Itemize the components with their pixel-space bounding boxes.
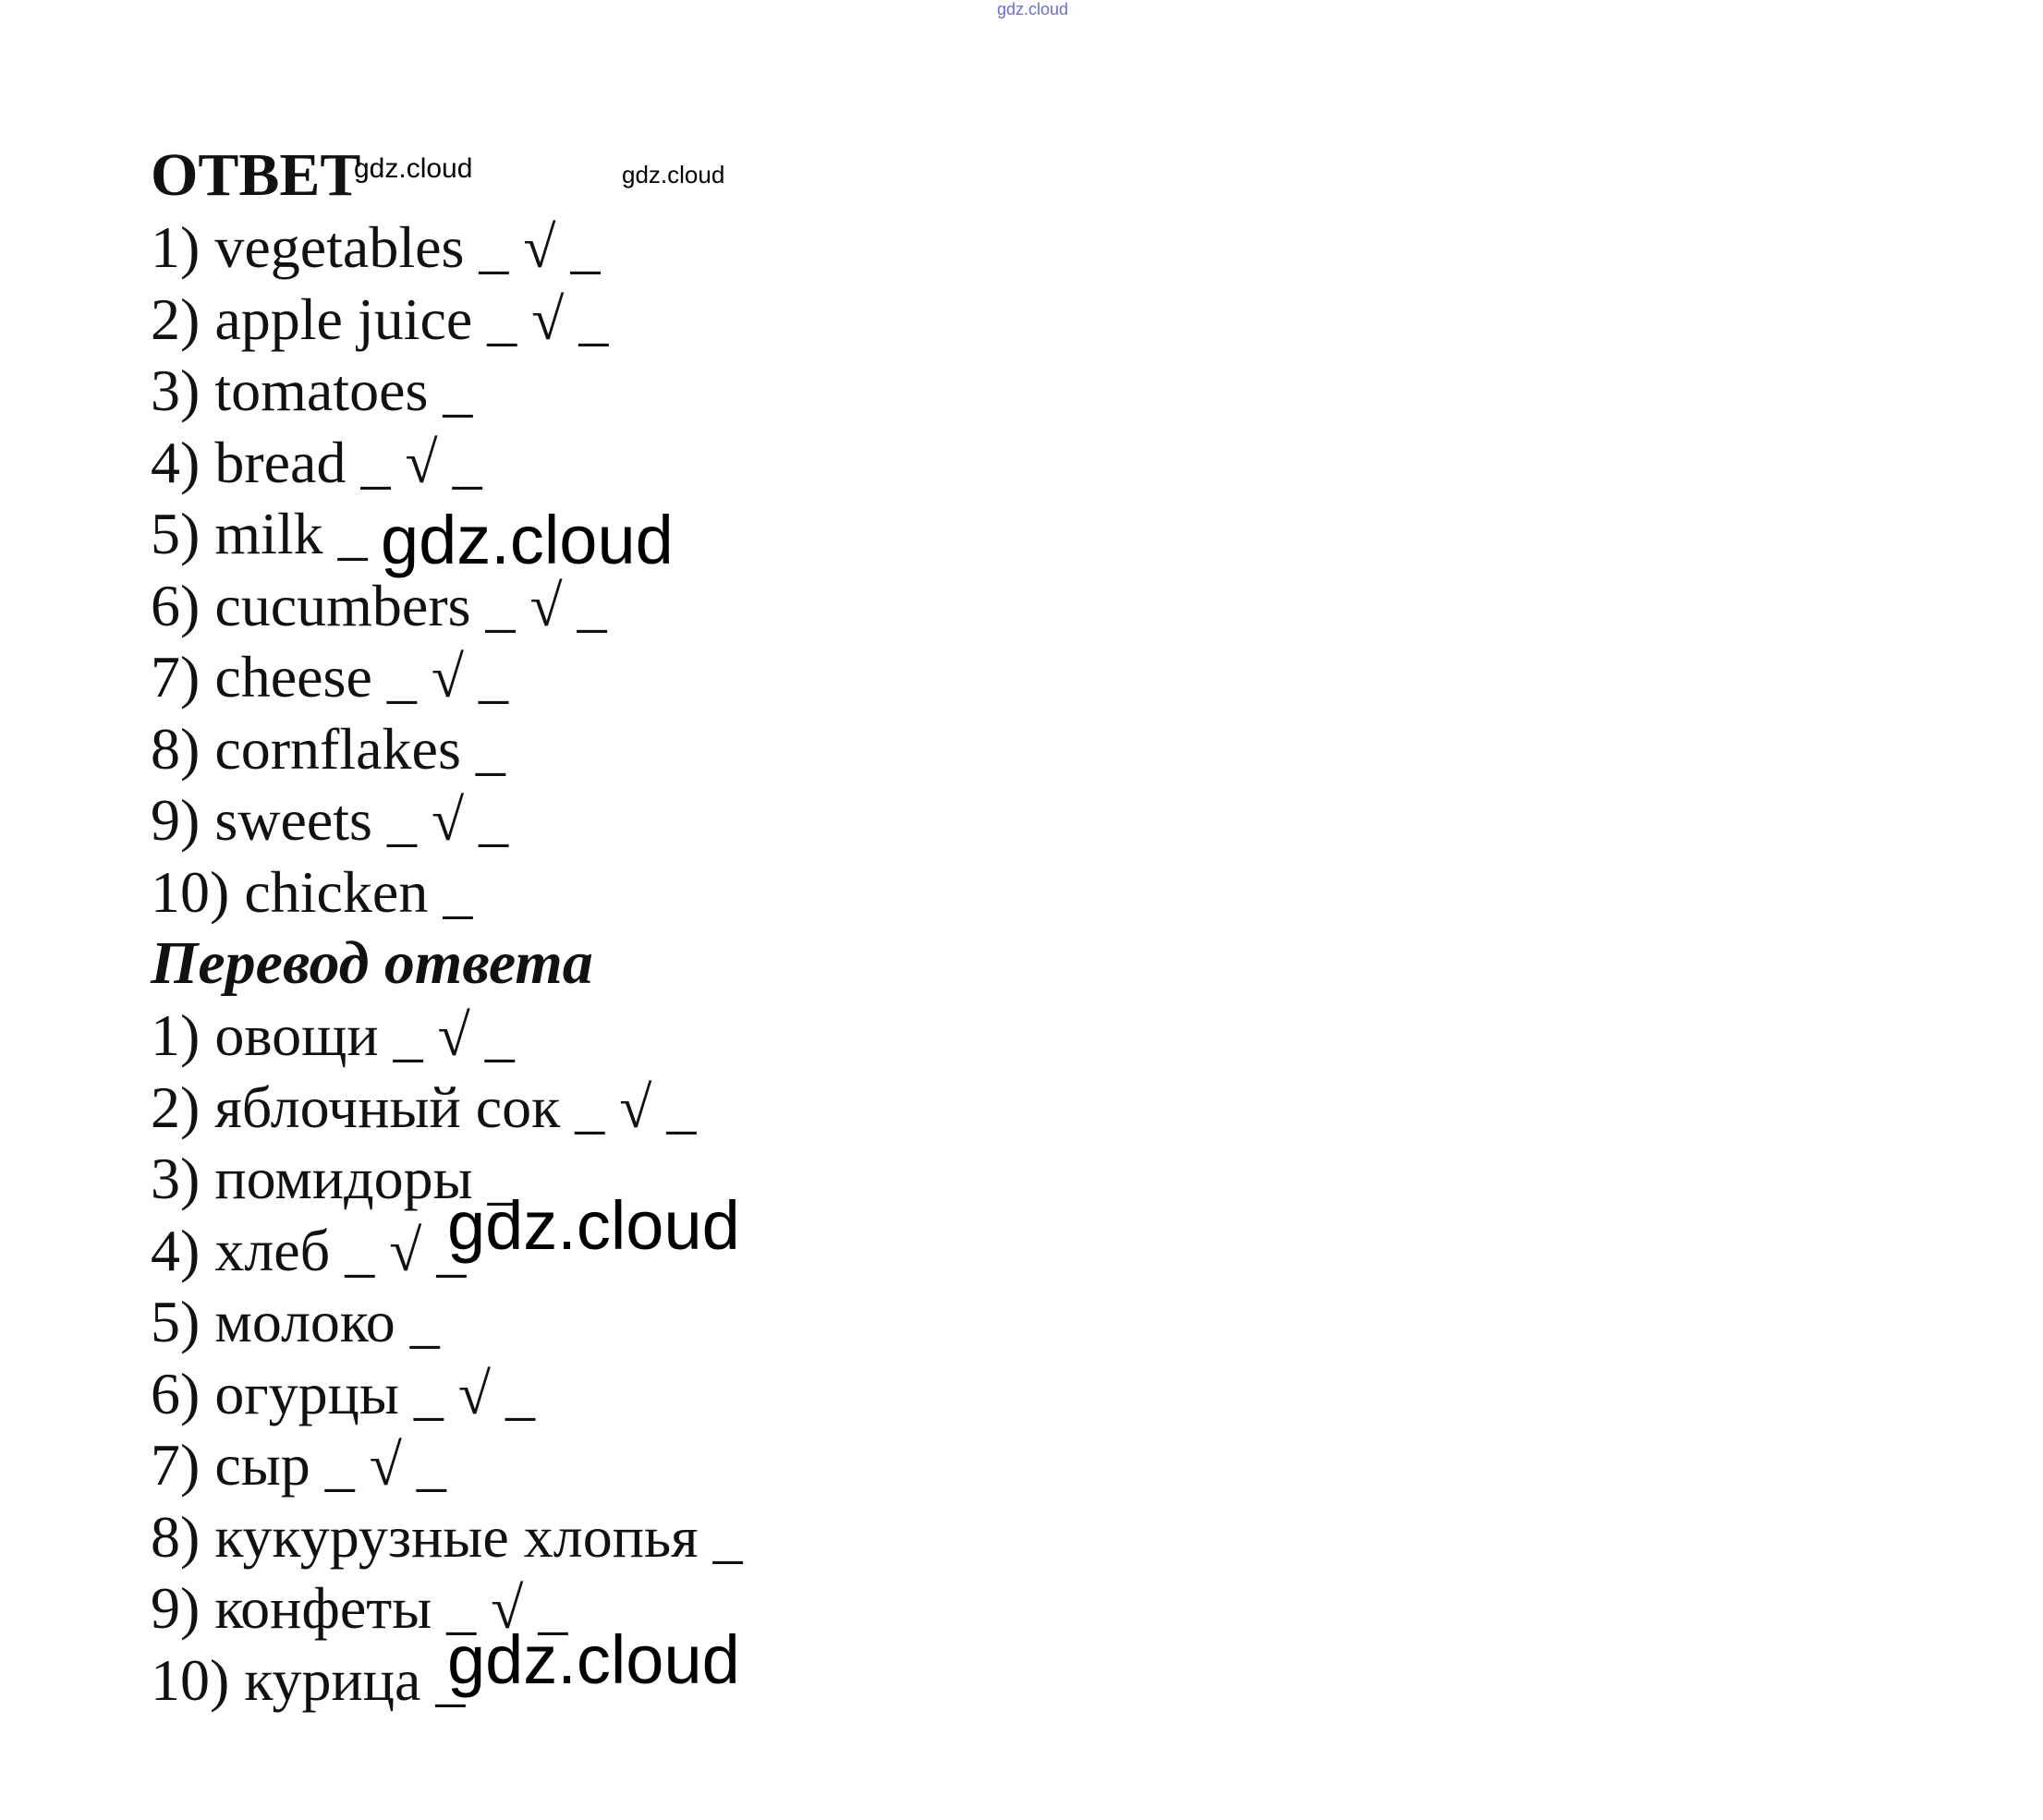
watermark-small: gdz.cloud [354,153,473,184]
translation-list [151,1000,743,1716]
answer-item: 2) apple juice _ √ _ [151,285,609,352]
watermark-top: gdz.cloud [997,0,1069,18]
translation-item: 2) яблочный сок _ √ _ [151,1074,697,1140]
translation-item: 10) курица _ [151,1646,466,1713]
translation-item: 5) молоко _ [151,1289,440,1354]
answer-item: 3) tomatoes _ [151,358,473,423]
translation-item: 4) хлеб _ √ _ [151,1217,467,1283]
translation-heading: Перевод ответа [151,929,593,997]
answer-item: 8) cornflakes _ [151,715,505,782]
translation-item: 7) сыр _ √ _ [151,1432,446,1498]
translation-item: 1) овощи _ √ _ [151,1002,515,1068]
answer-heading: ОТВЕТ [151,141,361,209]
watermark-large: gdz.cloud [381,502,674,578]
translation-item: 3) помидоры _ [151,1146,517,1211]
answer-item: 7) cheese _ √ _ [151,644,508,710]
watermark-large: gdz.cloud [447,1621,740,1698]
answer-item: 10) chicken _ [151,858,473,925]
answer-item: 5) milk _ [151,501,368,566]
watermark-large: gdz.cloud [447,1187,740,1264]
translation-item: 9) конфеты _ √ _ [151,1575,568,1641]
translation-item: 8) кукурузные хлопья _ [151,1503,743,1570]
translation-item: 6) огурцы _ √ _ [151,1360,535,1426]
answer-item: 9) sweets _ √ _ [151,787,509,853]
answer-item: 4) bread _ √ _ [151,429,482,495]
answer-item: 6) cucumbers _ √ _ [151,572,607,638]
answer-item: 1) vegetables _ √ _ [151,214,601,280]
answer-content [151,140,743,1716]
watermark-small: gdz.cloud [622,161,725,188]
